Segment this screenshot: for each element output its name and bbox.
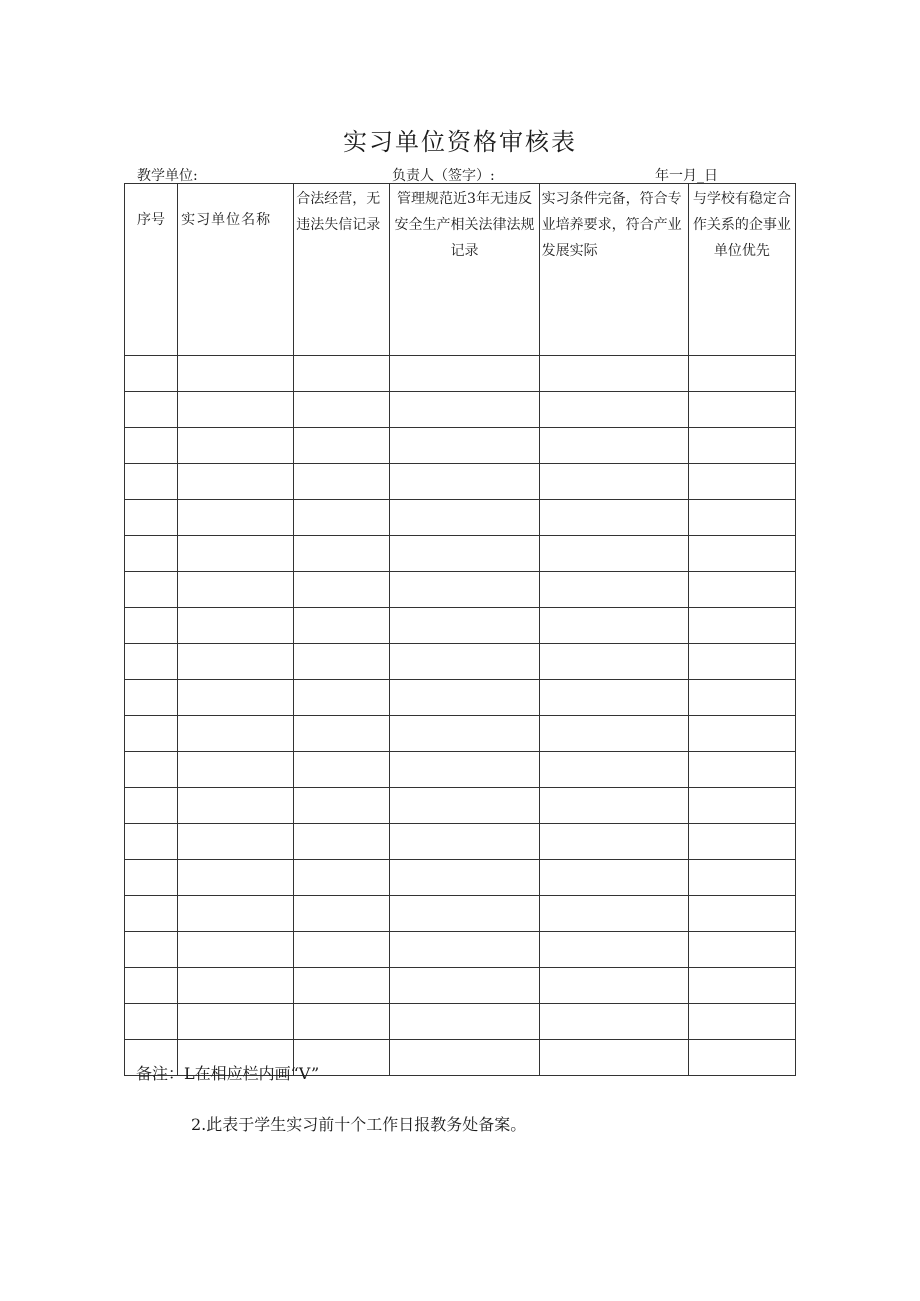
table-row (125, 788, 796, 824)
cell-internship-conditions[interactable] (539, 968, 688, 1004)
cell-seq[interactable] (125, 356, 178, 392)
cell-seq[interactable] (125, 680, 178, 716)
cell-management-standard[interactable] (390, 896, 539, 932)
cell-unit-name[interactable] (178, 1004, 294, 1040)
table-row (125, 392, 796, 428)
cell-seq[interactable] (125, 572, 178, 608)
cell-cooperation-priority[interactable] (688, 644, 795, 680)
cell-legal-operation[interactable] (294, 464, 390, 500)
cell-internship-conditions[interactable] (539, 464, 688, 500)
cell-management-standard[interactable] (390, 824, 539, 860)
cell-unit-name[interactable] (178, 896, 294, 932)
cell-seq[interactable] (125, 716, 178, 752)
table-row (125, 860, 796, 896)
cell-internship-conditions[interactable] (539, 500, 688, 536)
cell-internship-conditions[interactable] (539, 932, 688, 968)
cell-seq[interactable] (125, 932, 178, 968)
cell-cooperation-priority[interactable] (688, 500, 795, 536)
cell-legal-operation[interactable] (294, 644, 390, 680)
cell-cooperation-priority[interactable] (688, 392, 795, 428)
cell-unit-name[interactable] (178, 788, 294, 824)
cell-management-standard[interactable] (390, 608, 539, 644)
cell-legal-operation[interactable] (294, 716, 390, 752)
table-row (125, 536, 796, 572)
cell-seq[interactable] (125, 464, 178, 500)
cell-internship-conditions[interactable] (539, 716, 688, 752)
cell-internship-conditions[interactable] (539, 896, 688, 932)
cell-cooperation-priority[interactable] (688, 932, 795, 968)
table-row (125, 356, 796, 392)
cell-seq[interactable] (125, 392, 178, 428)
cell-cooperation-priority[interactable] (688, 716, 795, 752)
cell-management-standard[interactable] (390, 716, 539, 752)
table-row (125, 608, 796, 644)
cell-legal-operation[interactable] (294, 356, 390, 392)
table-row (125, 680, 796, 716)
cell-legal-operation[interactable] (294, 968, 390, 1004)
cell-unit-name[interactable] (178, 536, 294, 572)
cell-unit-name[interactable] (178, 572, 294, 608)
cell-internship-conditions[interactable] (539, 536, 688, 572)
cell-unit-name[interactable] (178, 608, 294, 644)
cell-legal-operation[interactable] (294, 428, 390, 464)
responsible-person-label: 负责人（签字）: (392, 168, 495, 184)
cell-legal-operation[interactable] (294, 392, 390, 428)
cell-legal-operation[interactable] (294, 932, 390, 968)
table-row (125, 1004, 796, 1040)
cell-cooperation-priority[interactable] (688, 896, 795, 932)
cell-legal-operation[interactable] (294, 572, 390, 608)
cell-seq[interactable] (125, 500, 178, 536)
cell-management-standard[interactable] (390, 1040, 539, 1076)
cell-management-standard[interactable] (390, 932, 539, 968)
cell-management-standard[interactable] (390, 680, 539, 716)
table-header-row (125, 184, 796, 356)
cell-cooperation-priority[interactable] (688, 788, 795, 824)
cell-legal-operation[interactable] (294, 536, 390, 572)
cell-unit-name[interactable] (178, 356, 294, 392)
cell-internship-conditions[interactable] (539, 572, 688, 608)
cell-unit-name[interactable] (178, 644, 294, 680)
cell-legal-operation[interactable] (294, 824, 390, 860)
cell-unit-name[interactable] (178, 680, 294, 716)
cell-seq[interactable] (125, 1004, 178, 1040)
cell-seq[interactable] (125, 428, 178, 464)
cell-management-standard[interactable] (390, 788, 539, 824)
table-row (125, 716, 796, 752)
cell-unit-name[interactable] (178, 860, 294, 896)
cell-management-standard[interactable] (390, 860, 539, 896)
teaching-unit-label: 教学单位: (137, 168, 198, 184)
cell-internship-conditions[interactable] (539, 1040, 688, 1076)
cell-unit-name[interactable] (178, 500, 294, 536)
cell-management-standard[interactable] (390, 572, 539, 608)
table-row (125, 896, 796, 932)
cell-legal-operation[interactable] (294, 896, 390, 932)
header-internship-conditions: 实习条件完备，符合专业培养要求，符合产业发展实际 (539, 184, 688, 356)
header-unit-name: 实习单位名称 (178, 184, 294, 356)
cell-management-standard[interactable] (390, 464, 539, 500)
cell-legal-operation[interactable] (294, 1004, 390, 1040)
cell-cooperation-priority[interactable] (688, 572, 795, 608)
cell-seq[interactable] (125, 860, 178, 896)
cell-internship-conditions[interactable] (539, 1004, 688, 1040)
cell-seq[interactable] (125, 968, 178, 1004)
cell-legal-operation[interactable] (294, 860, 390, 896)
header-legal-operation: 合法经营，无违法失信记录 (294, 184, 390, 356)
cell-unit-name[interactable] (178, 392, 294, 428)
table-body (125, 356, 796, 1076)
cell-management-standard[interactable] (390, 356, 539, 392)
cell-management-standard[interactable] (390, 752, 539, 788)
cell-legal-operation[interactable] (294, 788, 390, 824)
cell-legal-operation[interactable] (294, 500, 390, 536)
cell-seq[interactable] (125, 608, 178, 644)
cell-cooperation-priority[interactable] (688, 1004, 795, 1040)
cell-management-standard[interactable] (390, 1004, 539, 1040)
cell-unit-name[interactable] (178, 716, 294, 752)
header-management-standard: 管理规范近3年无违反安全生产相关法律法规记录 (390, 184, 539, 356)
cell-unit-name[interactable] (178, 932, 294, 968)
cell-internship-conditions[interactable] (539, 644, 688, 680)
table-row (125, 572, 796, 608)
table-row (125, 752, 796, 788)
remark-note-2: 2.此表于学生实习前十个工作日报教务处备案。 (191, 1115, 527, 1134)
cell-internship-conditions[interactable] (539, 860, 688, 896)
cell-internship-conditions[interactable] (539, 752, 688, 788)
cell-seq[interactable] (125, 536, 178, 572)
cell-cooperation-priority[interactable] (688, 464, 795, 500)
cell-seq[interactable] (125, 752, 178, 788)
cell-management-standard[interactable] (390, 428, 539, 464)
cell-management-standard[interactable] (390, 968, 539, 1004)
cell-seq[interactable] (125, 788, 178, 824)
header-seq: 序号 (125, 184, 178, 356)
cell-internship-conditions[interactable] (539, 356, 688, 392)
table-row (125, 464, 796, 500)
cell-cooperation-priority[interactable] (688, 824, 795, 860)
table-row (125, 932, 796, 968)
cell-unit-name[interactable] (178, 824, 294, 860)
cell-management-standard[interactable] (390, 392, 539, 428)
cell-cooperation-priority[interactable] (688, 356, 795, 392)
qualification-review-table (124, 183, 796, 1076)
cell-internship-conditions[interactable] (539, 824, 688, 860)
cell-unit-name[interactable] (178, 752, 294, 788)
cell-legal-operation[interactable] (294, 680, 390, 716)
cell-cooperation-priority[interactable] (688, 680, 795, 716)
cell-seq[interactable] (125, 896, 178, 932)
cell-management-standard[interactable] (390, 536, 539, 572)
cell-legal-operation[interactable] (294, 608, 390, 644)
cell-legal-operation[interactable] (294, 752, 390, 788)
cell-cooperation-priority[interactable] (688, 752, 795, 788)
cell-internship-conditions[interactable] (539, 788, 688, 824)
cell-unit-name[interactable] (178, 968, 294, 1004)
remark-note-1: 备注：L在相应栏内画“V” (136, 1064, 320, 1083)
table-row (125, 824, 796, 860)
cell-unit-name[interactable] (178, 428, 294, 464)
cell-seq[interactable] (125, 824, 178, 860)
header-cooperation-priority: 与学校有稳定合作关系的企事业单位优先 (688, 184, 795, 356)
cell-internship-conditions[interactable] (539, 680, 688, 716)
cell-cooperation-priority[interactable] (688, 968, 795, 1004)
date-label: 年一月_日 (655, 168, 718, 184)
cell-unit-name[interactable] (178, 464, 294, 500)
cell-management-standard[interactable] (390, 644, 539, 680)
cell-management-standard[interactable] (390, 500, 539, 536)
cell-seq[interactable] (125, 644, 178, 680)
cell-cooperation-priority[interactable] (688, 428, 795, 464)
cell-internship-conditions[interactable] (539, 608, 688, 644)
cell-internship-conditions[interactable] (539, 392, 688, 428)
cell-cooperation-priority[interactable] (688, 1040, 795, 1076)
cell-internship-conditions[interactable] (539, 428, 688, 464)
page-title: 实习单位资格审核表 (343, 128, 577, 156)
table-row (125, 428, 796, 464)
table-row (125, 644, 796, 680)
table-row (125, 500, 796, 536)
cell-cooperation-priority[interactable] (688, 608, 795, 644)
cell-cooperation-priority[interactable] (688, 536, 795, 572)
cell-cooperation-priority[interactable] (688, 860, 795, 896)
table-row (125, 968, 796, 1004)
